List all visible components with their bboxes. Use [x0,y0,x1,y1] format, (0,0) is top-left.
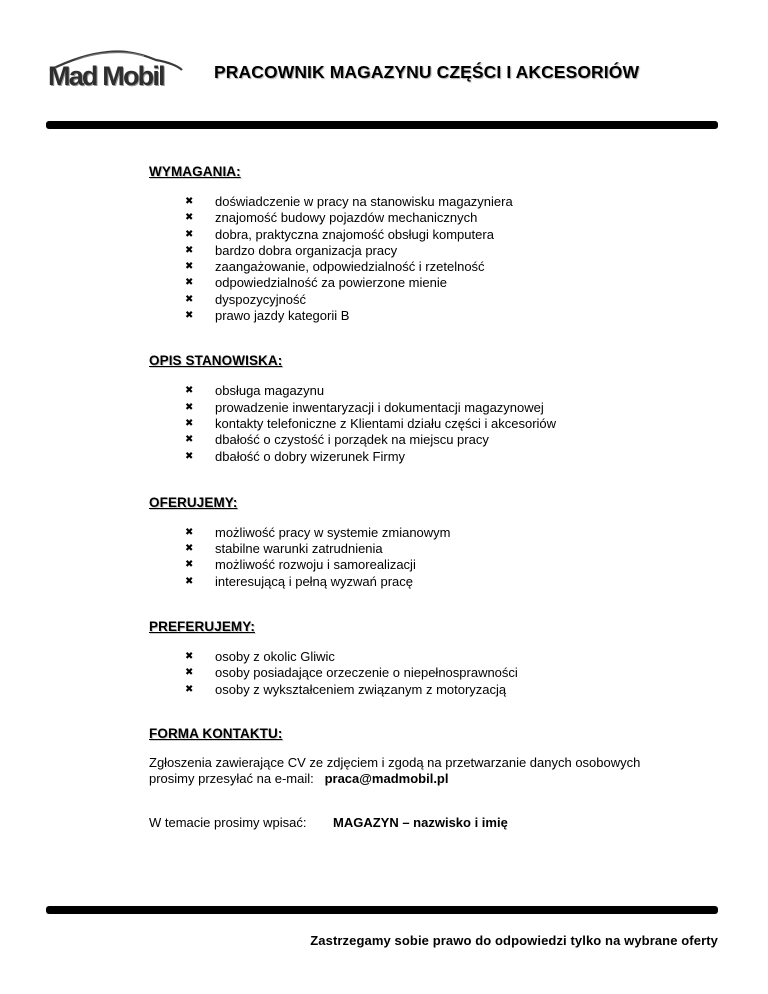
section-heading: WYMAGANIA: [149,164,241,179]
cross-bullet-icon: ✖ [185,293,194,305]
list-item: ✖ osoby posiadające orzeczenie o niepełnosprawności [185,665,518,681]
cross-bullet-icon: ✖ [185,196,194,207]
list-item: ✖ kontakty telefoniczne z Klientami działu części i akcesoriów [185,415,557,431]
contact-email[interactable]: praca@madmobil.pl [324,770,449,786]
cross-bullet-icon: ✖ [185,310,194,322]
cross-bullet-icon: ✖ [185,244,194,256]
cross-bullet-icon: ✖ [185,651,194,663]
list-item: ✖ dbałość o dobry wizerunek Firmy [185,448,406,464]
cross-bullet-icon: ✖ [185,559,194,571]
section-preferred [149,619,729,698]
list-item: ✖ obsługa magazynu [185,383,325,399]
section-heading: FORMA KONTAKTU: [149,725,283,741]
list-item: ✖ zaangażowanie, odpowiedzialność i rzetelność [185,259,485,275]
cross-bullet-icon: ✖ [185,526,194,538]
list-item: ✖ dobra, praktyczna znajomość obsługi komputera [185,226,494,242]
footer-note: Zastrzegamy sobie prawo do odpowiedzi tylko na wybrane oferty [310,933,718,948]
subject-instruction: W temacie prosimy wpisać: MAGAZYN – nazwisko i imię [149,814,508,830]
cross-bullet-icon: ✖ [185,261,194,273]
cross-bullet-icon: ✖ [185,683,194,695]
cross-bullet-icon: ✖ [185,277,194,289]
preferred-list [149,649,729,698]
contact-text: Zgłoszenia zawierające CV ze zdjęciem i zgodą na przetwarzanie danych osobowych prosimy przesyłać na e-mail: praca@madmobil.pl [149,754,641,786]
requirements-list [149,194,729,324]
cross-bullet-icon: ✖ [185,417,194,429]
job-description-list [149,383,729,464]
list-item: ✖ stabilne warunki zatrudnienia [185,541,383,557]
section-heading: OPIS STANOWISKA: [149,353,283,369]
offer-list [149,525,729,590]
section-requirements [149,164,729,324]
cross-bullet-icon: ✖ [185,228,194,240]
list-item: ✖ możliwość pracy w systemie zmianowym [185,524,451,540]
company-logo [46,44,186,94]
section-job-description [149,353,729,464]
cross-bullet-icon: ✖ [185,385,194,397]
cross-bullet-icon: ✖ [185,401,194,413]
list-item: ✖ doświadczenie w pracy na stanowisku magazyniera [185,194,513,209]
list-item: ✖ prawo jazdy kategorii B [185,308,350,324]
cross-bullet-icon: ✖ [185,450,194,462]
section-heading: OFERUJEMY: [149,494,238,510]
cross-bullet-icon: ✖ [185,543,194,555]
top-divider [46,121,718,129]
logo-text: Mad Mobil [48,61,164,91]
section-offer [149,495,729,590]
section-contact [149,726,729,831]
section-heading: PREFERUJEMY: [149,619,255,635]
cross-bullet-icon: ✖ [185,212,194,224]
document-body [149,164,729,831]
list-item: ✖ osoby z wykształceniem związanym z motoryzacją [185,681,507,697]
list-item: ✖ odpowiedzialność za powierzone mienie [185,275,447,291]
list-item: ✖ dyspozycyjność [185,291,307,307]
cross-bullet-icon: ✖ [185,434,194,446]
subject-value: MAGAZYN – nazwisko i imię [333,814,508,830]
list-item: ✖ dbałość o czystość i porządek na miejscu pracy [185,432,489,448]
bottom-divider [46,906,718,914]
list-item: ✖ znajomość budowy pojazdów mechanicznych [185,210,478,226]
cross-bullet-icon: ✖ [185,667,194,679]
list-item: ✖ bardzo dobra organizacja pracy [185,242,398,258]
list-item: ✖ osoby z okolic Gliwic [185,649,335,665]
list-item: ✖ interesującą i pełną wyzwań pracę [185,573,413,589]
list-item: ✖ możliwość rozwoju i samorealizacji [185,557,416,573]
page-title: PRACOWNIK MAGAZYNU CZĘŚCI I AKCESORIÓW [214,62,640,82]
cross-bullet-icon: ✖ [185,575,194,587]
list-item: ✖ prowadzenie inwentaryzacji i dokumentacji magazynowej [185,399,544,415]
